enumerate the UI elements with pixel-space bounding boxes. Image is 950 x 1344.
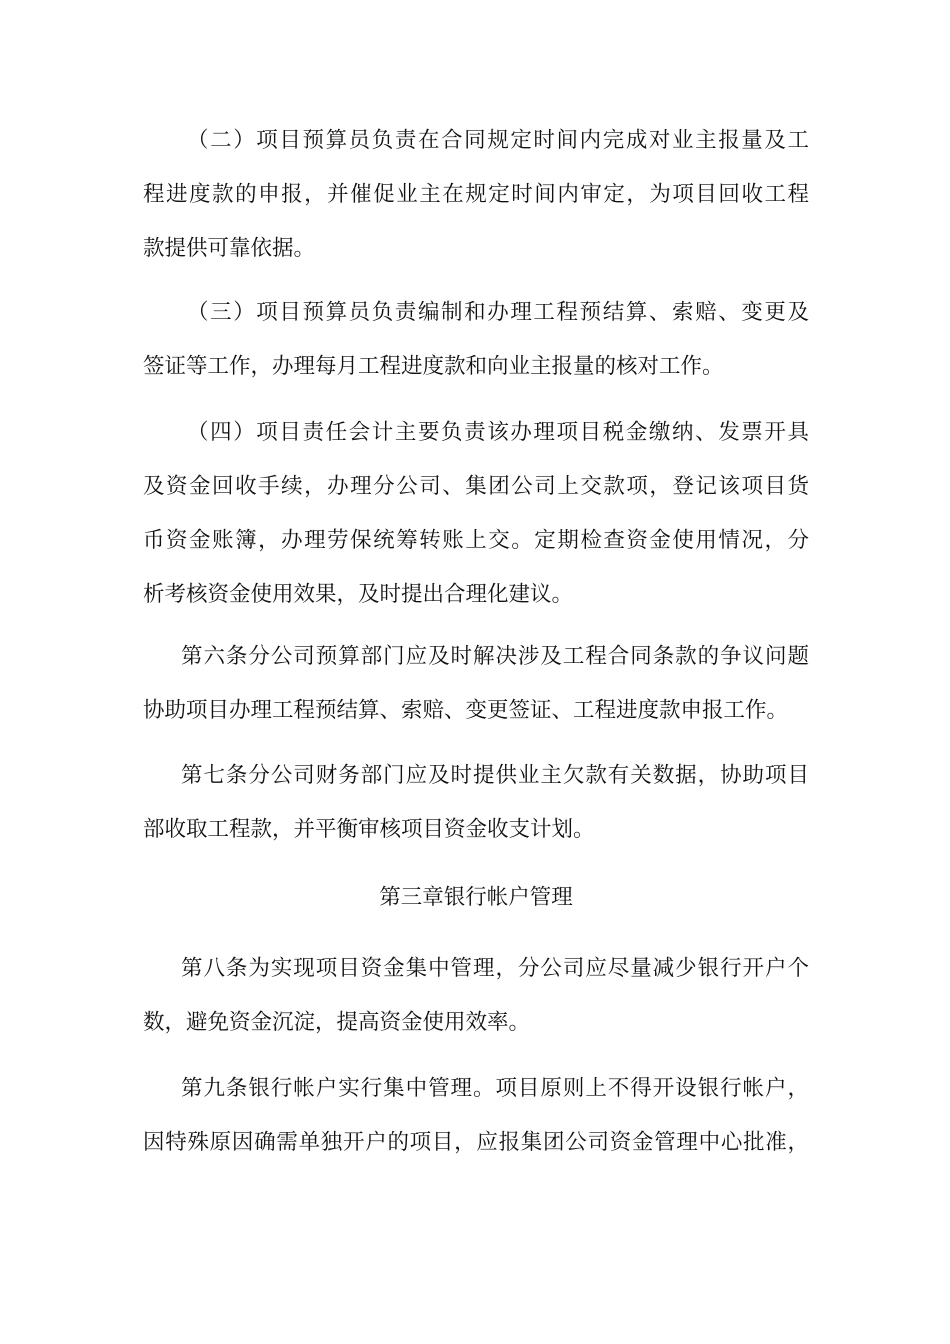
- article-7-paragraph: [143, 749, 809, 857]
- paragraph-line: 因特殊原因确需单独开户的项目，应报集团公司资金管理中心批准，: [143, 1130, 809, 1155]
- paragraph-line: （三）项目预算员负责编制和办理工程预结算、索赔、变更及: [187, 300, 809, 325]
- paragraph-line: 签证等工作，办理每月工程进度款和向业主报量的核对工作。: [143, 354, 724, 379]
- paragraph-line: 款提供可靠依据。: [143, 236, 316, 261]
- paragraph-line: 第九条银行帐户实行集中管理。项目原则上不得开设银行帐户，: [181, 1076, 809, 1101]
- article-8-paragraph: [143, 942, 809, 1050]
- paragraph-line: （四）项目责任会计主要负责该办理项目税金缴纳、发票开具: [187, 420, 809, 445]
- paragraph-line: 第六条分公司预算部门应及时解决涉及工程合同条款的争议问题: [181, 644, 809, 669]
- article-9-paragraph: [143, 1062, 809, 1170]
- paragraph-line: 部收取工程款，并平衡审核项目资金收支计划。: [143, 817, 595, 842]
- paragraph-line: 协助项目办理工程预结算、索赔、变更签证、工程进度款申报工作。: [143, 698, 789, 723]
- paragraph-line: （二）项目预算员负责在合同规定时间内完成对业主报量及工: [187, 128, 809, 153]
- paragraph-item-2: [143, 114, 809, 276]
- paragraph-line: 程进度款的申报，并催促业主在规定时间内审定，为项目回收工程: [143, 182, 809, 207]
- paragraph-line: 第八条为实现项目资金集中管理，分公司应尽量减少银行开户个: [181, 956, 809, 981]
- chapter-heading: 第三章银行帐户管理: [379, 885, 573, 910]
- article-6-paragraph: [143, 630, 809, 738]
- paragraph-line: 数，避免资金沉淀，提高资金使用效率。: [143, 1010, 531, 1035]
- paragraph-line: 第七条分公司财务部门应及时提供业主欠款有关数据，协助项目: [181, 763, 809, 788]
- paragraph-line: 币资金账簿，办理劳保统筹转账上交。定期检查资金使用情况，分: [143, 528, 809, 553]
- paragraph-item-4: [143, 406, 809, 622]
- paragraph-item-3: [143, 286, 809, 394]
- paragraph-line: 析考核资金使用效果，及时提出合理化建议。: [143, 582, 574, 607]
- paragraph-line: 及资金回收手续，办理分公司、集团公司上交款项，登记该项目货: [143, 474, 809, 499]
